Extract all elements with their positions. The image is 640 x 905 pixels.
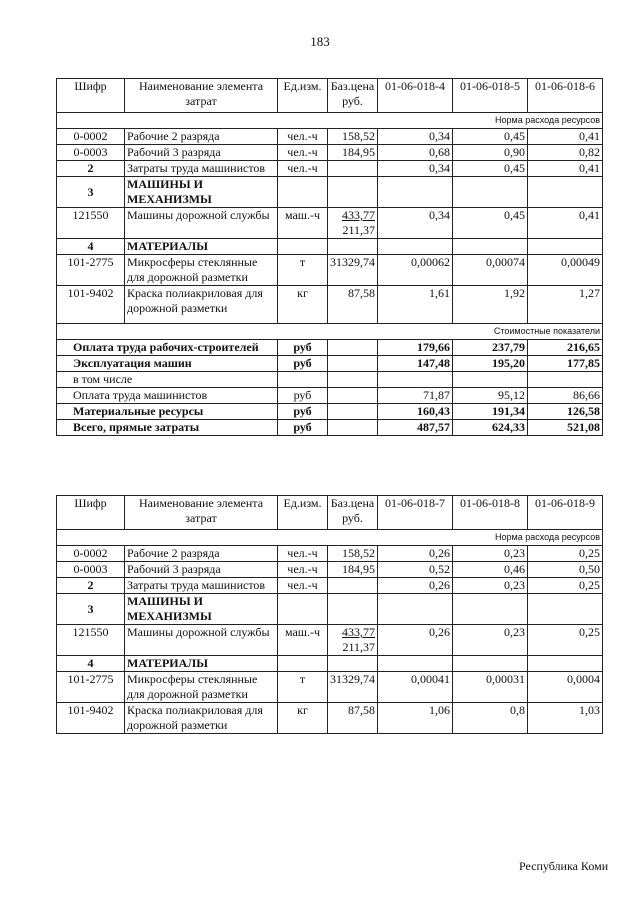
norm-caption: Норма расхода ресурсов: [57, 530, 603, 546]
section-code: 3: [57, 594, 125, 625]
section-code: 3: [57, 177, 125, 208]
cost-value: 177,85: [528, 356, 603, 372]
row-value: 0,82: [528, 145, 603, 161]
row-value: 1,03: [528, 703, 603, 734]
section-title: МАТЕРИАЛЫ: [125, 656, 278, 672]
cost-value: 86,66: [528, 388, 603, 404]
row-name: Машины дорожной службы: [125, 208, 278, 239]
table-header-row: [57, 79, 603, 113]
cost-value: 216,65: [528, 340, 603, 356]
row-price: 31329,74: [328, 255, 378, 286]
header-col-1: 01-06-018-4: [378, 79, 453, 113]
row-price-secondary: 211,37: [342, 223, 375, 237]
header-price: Баз.цена руб.: [328, 79, 378, 113]
row-value: 0,26: [378, 578, 453, 594]
header-col-1: 01-06-018-7: [378, 496, 453, 530]
table-row: [57, 208, 603, 239]
row-price-main: 433,77: [342, 208, 375, 222]
table-row: [57, 562, 603, 578]
row-value: 0,23: [453, 546, 528, 562]
row-value: 0,25: [528, 578, 603, 594]
row-value: 0,45: [453, 161, 528, 177]
row-price: 158,52: [328, 129, 378, 145]
row-name: Краска полиакриловая для дорожной разметки: [125, 703, 278, 734]
row-code: 0-0003: [57, 145, 125, 161]
cost-value: 195,20: [453, 356, 528, 372]
row-value: 0,45: [453, 208, 528, 239]
header-unit: Ед.изм.: [278, 79, 328, 113]
row-code: 101-9402: [57, 703, 125, 734]
cost-value: 191,34: [453, 404, 528, 420]
cost-row: [57, 388, 603, 404]
cost-label: Всего, прямые затраты: [57, 420, 278, 436]
row-name: Краска полиакриловая для дорожной разметки: [125, 286, 278, 324]
table-row: [57, 255, 603, 286]
row-price: 31329,74: [328, 672, 378, 703]
row-code: 0-0002: [57, 546, 125, 562]
resource-table-1: [56, 78, 603, 436]
cost-label: Материальные ресурсы: [57, 404, 278, 420]
row-unit: т: [278, 672, 328, 703]
header-col-3: 01-06-018-9: [528, 496, 603, 530]
cost-label: Оплата труда рабочих-строителей: [57, 340, 278, 356]
cost-caption-row: [57, 324, 603, 340]
row-code: 101-2775: [57, 672, 125, 703]
table-row: [57, 546, 603, 562]
row-name: Микросферы стеклянные для дорожной разметки: [125, 672, 278, 703]
cost-value: 95,12: [453, 388, 528, 404]
row-unit: чел.-ч: [278, 145, 328, 161]
row-value: 0,50: [528, 562, 603, 578]
section-title: МАШИНЫ И МЕХАНИЗМЫ: [125, 177, 278, 208]
cost-row: [57, 340, 603, 356]
row-price-secondary: 211,37: [342, 640, 375, 654]
row-unit: маш.-ч: [278, 625, 328, 656]
cost-label: Оплата труда машинистов: [57, 388, 278, 404]
cost-row: [57, 404, 603, 420]
table-row: [57, 578, 603, 594]
table-header-row: [57, 496, 603, 530]
row-code: 121550: [57, 625, 125, 656]
section-row: [57, 239, 603, 255]
table-row: [57, 286, 603, 324]
row-value: 0,26: [378, 546, 453, 562]
row-value: 0,00074: [453, 255, 528, 286]
cost-label: в том числе: [57, 372, 278, 388]
row-name: Рабочий 3 разряда: [125, 145, 278, 161]
row-price: 184,95: [328, 562, 378, 578]
cost-value: 624,33: [453, 420, 528, 436]
row-value: 1,27: [528, 286, 603, 324]
table-row: [57, 672, 603, 703]
row-name: Затраты труда машинистов: [125, 161, 278, 177]
cost-caption: Стоимостные показатели: [57, 324, 603, 340]
cost-unit: руб: [278, 404, 328, 420]
row-code: 101-9402: [57, 286, 125, 324]
row-unit: чел.-ч: [278, 562, 328, 578]
row-value: 0,34: [378, 129, 453, 145]
row-name: Микросферы стеклянные для дорожной разметки: [125, 255, 278, 286]
row-unit: т: [278, 255, 328, 286]
resource-table-2: [56, 495, 603, 734]
row-code: 2: [57, 161, 125, 177]
row-value: 0,34: [378, 208, 453, 239]
cost-label: Эксплуатация машин: [57, 356, 278, 372]
row-value: 0,0004: [528, 672, 603, 703]
header-name: Наименование элемента затрат: [125, 79, 278, 113]
section-title: МАТЕРИАЛЫ: [125, 239, 278, 255]
table-row: [57, 625, 603, 656]
header-unit: Ед.изм.: [278, 496, 328, 530]
norm-caption-row: [57, 113, 603, 129]
table-row: [57, 145, 603, 161]
row-name: Машины дорожной службы: [125, 625, 278, 656]
row-price: [328, 625, 378, 656]
cost-value: 147,48: [378, 356, 453, 372]
row-value: 0,90: [453, 145, 528, 161]
section-title: МАШИНЫ И МЕХАНИЗМЫ: [125, 594, 278, 625]
header-code: Шифр: [57, 496, 125, 530]
row-price: [328, 208, 378, 239]
footer-text: Республика Коми: [519, 859, 609, 873]
section-code: 4: [57, 239, 125, 255]
row-value: 0,25: [528, 546, 603, 562]
cost-unit: руб: [278, 356, 328, 372]
row-value: 0,8: [453, 703, 528, 734]
section-row: [57, 177, 603, 208]
row-code: 2: [57, 578, 125, 594]
row-value: 0,52: [378, 562, 453, 578]
row-price: 158,52: [328, 546, 378, 562]
cost-value: 521,08: [528, 420, 603, 436]
row-code: 121550: [57, 208, 125, 239]
row-value: 0,41: [528, 129, 603, 145]
row-unit: чел.-ч: [278, 546, 328, 562]
row-unit: кг: [278, 703, 328, 734]
row-value: 0,34: [378, 161, 453, 177]
row-name: Рабочие 2 разряда: [125, 546, 278, 562]
row-price: 184,95: [328, 145, 378, 161]
row-unit: чел.-ч: [278, 161, 328, 177]
row-value: 0,25: [528, 625, 603, 656]
table-row: [57, 129, 603, 145]
row-code: 101-2775: [57, 255, 125, 286]
row-value: 0,00049: [528, 255, 603, 286]
row-value: 0,41: [528, 161, 603, 177]
row-value: 0,26: [378, 625, 453, 656]
header-price: Баз.цена руб.: [328, 496, 378, 530]
cost-row: [57, 420, 603, 436]
norm-caption-row: [57, 530, 603, 546]
cost-unit: руб: [278, 420, 328, 436]
row-unit: кг: [278, 286, 328, 324]
section-code: 4: [57, 656, 125, 672]
row-price: 87,58: [328, 286, 378, 324]
norm-caption: Норма расхода ресурсов: [57, 113, 603, 129]
row-value: 0,45: [453, 129, 528, 145]
row-name: Рабочий 3 разряда: [125, 562, 278, 578]
cost-value: 237,79: [453, 340, 528, 356]
row-code: 0-0002: [57, 129, 125, 145]
page-number: 183: [310, 34, 330, 49]
header-col-3: 01-06-018-6: [528, 79, 603, 113]
row-value: 0,00041: [378, 672, 453, 703]
row-name: Затраты труда машинистов: [125, 578, 278, 594]
row-unit: чел.-ч: [278, 129, 328, 145]
row-value: 1,61: [378, 286, 453, 324]
cost-value: 179,66: [378, 340, 453, 356]
cost-value: 487,57: [378, 420, 453, 436]
cost-value: 71,87: [378, 388, 453, 404]
header-code: Шифр: [57, 79, 125, 113]
row-value: 1,92: [453, 286, 528, 324]
cost-row: [57, 372, 603, 388]
cost-row: [57, 356, 603, 372]
section-row: [57, 656, 603, 672]
cost-unit: руб: [278, 340, 328, 356]
row-value: 0,23: [453, 625, 528, 656]
table-row: [57, 161, 603, 177]
row-value: 0,46: [453, 562, 528, 578]
section-row: [57, 594, 603, 625]
header-col-2: 01-06-018-8: [453, 496, 528, 530]
row-value: 0,00031: [453, 672, 528, 703]
row-value: 0,00062: [378, 255, 453, 286]
cost-value: 160,43: [378, 404, 453, 420]
row-name: Рабочие 2 разряда: [125, 129, 278, 145]
row-value: 0,68: [378, 145, 453, 161]
header-name: Наименование элемента затрат: [125, 496, 278, 530]
row-price: 87,58: [328, 703, 378, 734]
table-row: [57, 703, 603, 734]
cost-unit: руб: [278, 388, 328, 404]
row-value: 0,23: [453, 578, 528, 594]
row-unit: маш.-ч: [278, 208, 328, 239]
row-value: 1,06: [378, 703, 453, 734]
row-value: 0,41: [528, 208, 603, 239]
cost-value: 126,58: [528, 404, 603, 420]
row-code: 0-0003: [57, 562, 125, 578]
row-price-main: 433,77: [342, 625, 375, 639]
header-col-2: 01-06-018-5: [453, 79, 528, 113]
row-unit: чел.-ч: [278, 578, 328, 594]
